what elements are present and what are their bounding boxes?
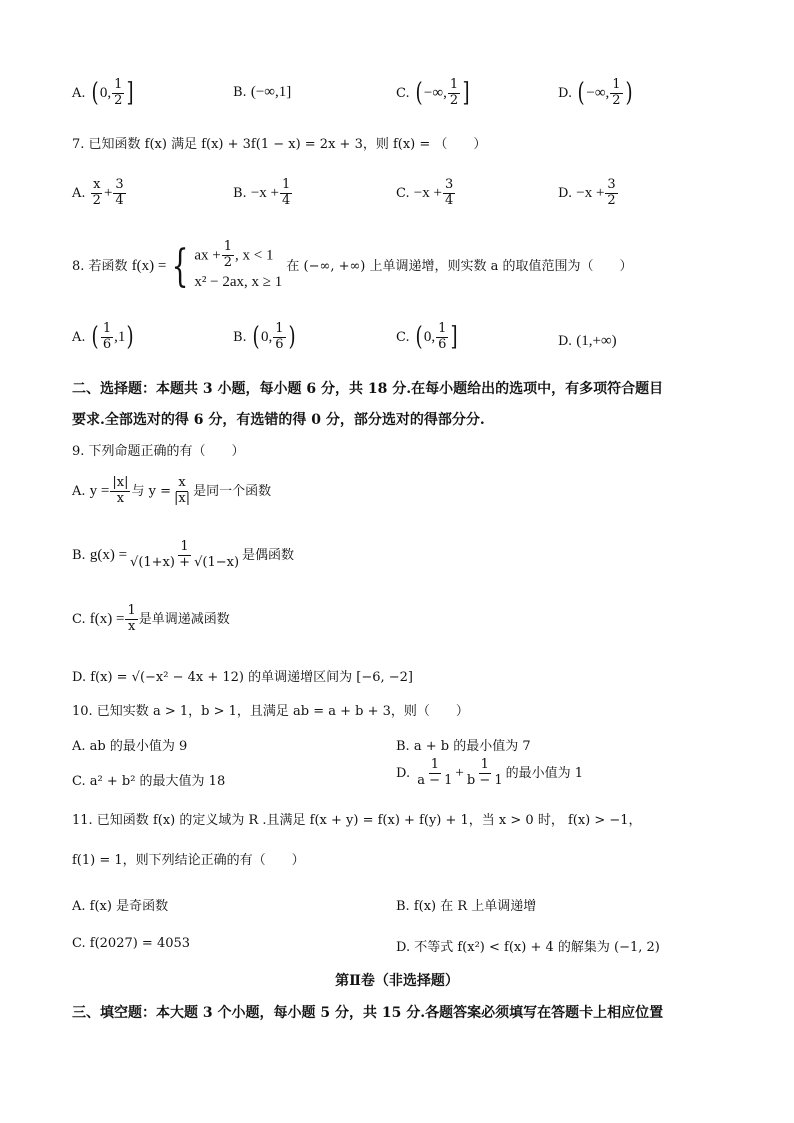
q8-option-d [558, 333, 617, 350]
q6-option-c [396, 78, 471, 109]
math-text: −∞, [423, 84, 447, 101]
math-text: (−∞,1] [250, 84, 292, 100]
section2-line2: 要求.全部选对的得 6 分，有选错的得 0 分，部分选对的得部分分. [72, 412, 485, 428]
math-text: f(x) = [89, 610, 125, 627]
fraction [273, 322, 285, 353]
q7-stem: 7. 已知函数 f(x) 满足 f(x) + 3f(1 − x) = 2x + 3，则 f(x) = （ ） [72, 137, 487, 152]
math-text: 0, [99, 84, 112, 101]
question-text: 在 (−∞, +∞) 上单调递增，则实数 a 的取值范围为（ ） [286, 259, 633, 275]
denominator: 2 [449, 92, 459, 108]
option-text: 的最小值为 1 [505, 765, 584, 781]
fraction [443, 178, 455, 209]
option-letter: C. [72, 936, 86, 951]
denominator: 4 [444, 192, 454, 208]
math-text: −∞, [586, 84, 610, 101]
q9-option-d [72, 666, 413, 685]
paren-left: ( [91, 78, 99, 109]
option-text: ab 的最小值为 9 [89, 739, 188, 754]
fraction [280, 178, 292, 209]
denominator: 4 [115, 192, 124, 208]
piecewise-cases [194, 240, 282, 293]
q7-option-d [558, 178, 619, 209]
case-1 [194, 240, 282, 271]
fraction [125, 604, 137, 635]
q9-option-a [72, 476, 271, 507]
denominator: x [116, 490, 125, 506]
option-text: f(x) 在 R 上单调递增 [413, 899, 537, 914]
option-letter: D. [396, 765, 411, 781]
fraction [415, 758, 454, 789]
numerator: 1 [430, 757, 439, 772]
math-text: 是同一个函数 [193, 483, 272, 499]
numerator: 3 [444, 177, 454, 192]
option-letter: D. [396, 940, 411, 955]
q8-option-c [396, 322, 460, 353]
option-letter: D. [558, 334, 573, 349]
option-letter: B. [396, 899, 410, 914]
part2-title: 第Ⅱ卷（非选择题） [335, 973, 459, 989]
paren-left: ( [415, 78, 423, 109]
numerator: 1 [127, 603, 136, 618]
paren-left: ( [577, 78, 585, 109]
math-text: 是偶函数 [242, 547, 295, 563]
option-letter: D. [558, 85, 573, 101]
numerator: |x| [112, 475, 129, 490]
option-letter: B. [233, 85, 247, 100]
math-text: , x < 1 [235, 247, 274, 264]
option-letter: A. [72, 899, 86, 914]
option-letter: C. [396, 329, 410, 345]
numerator: 1 [449, 77, 459, 92]
math-text: −x + [576, 184, 605, 201]
numerator: x [178, 475, 186, 490]
denominator: |x| [174, 490, 191, 506]
q11-option-c [72, 936, 190, 951]
q10-option-d [396, 758, 583, 789]
math-text: ax + [194, 247, 221, 264]
numerator: 1 [223, 239, 233, 254]
denominator: 4 [282, 192, 291, 208]
q9-option-b [72, 540, 294, 571]
q7-option-c [396, 178, 456, 209]
math-text: ,1 [114, 328, 126, 345]
paren-right: ) [625, 78, 633, 109]
option-letter: B. [233, 185, 247, 201]
option-letter: B. [72, 547, 86, 563]
section2-line1: 二、选择题：本题共 3 小题，每小题 6 分，共 18 分.在每小题给出的选项中，有多项符合题目 [72, 381, 664, 397]
numerator: 1 [275, 321, 284, 336]
option-text: a² + b² 的最大值为 18 [89, 774, 226, 789]
denominator: 6 [438, 336, 447, 352]
denominator: √(1+x) + √(1−x) [130, 554, 240, 570]
math-text: + [455, 764, 464, 781]
numerator: 1 [612, 77, 621, 92]
option-letter: D. [72, 670, 87, 685]
math-text: −x + [413, 184, 442, 201]
numerator: 1 [282, 177, 291, 192]
denominator: 2 [607, 192, 616, 208]
section3-heading: 三、填空题：本大题 3 个小题，每小题 5 分，共 15 分.各题答案必须填写在答题卡上相应位置 [72, 1005, 664, 1021]
option-letter: C. [72, 611, 86, 627]
fraction [610, 78, 622, 109]
q7-option-a [72, 178, 127, 209]
q6-option-d [558, 78, 634, 109]
q8-option-b [233, 322, 297, 353]
denominator: b − 1 [466, 772, 503, 788]
option-letter: A. [72, 85, 86, 101]
numerator: 3 [115, 177, 124, 192]
option-letter: B. [396, 739, 410, 754]
q6-option-b [233, 84, 291, 101]
q7-option-b [233, 178, 293, 209]
numerator: 1 [180, 539, 189, 554]
math-text: f(x) = [131, 258, 167, 275]
math-text: 与 y = [131, 483, 171, 499]
q9-stem: 9. 下列命题正确的有（ ） [72, 444, 245, 459]
denominator: a − 1 [417, 772, 453, 788]
math-text: 0, [423, 328, 436, 345]
denominator: 2 [114, 92, 123, 108]
numerator: 1 [102, 321, 112, 336]
fraction [172, 476, 192, 507]
math-text: f(x) = √(−x² − 4x + 12) 的单调递增区间为 [−6, −2] [90, 670, 414, 685]
option-text: a + b 的最小值为 7 [413, 739, 531, 754]
q6-option-a [72, 78, 136, 109]
option-letter: D. [558, 185, 573, 201]
fraction [101, 322, 113, 353]
paren-left: ( [91, 322, 99, 353]
option-letter: B. [233, 329, 247, 345]
bracket-right: ] [462, 78, 470, 109]
q11-option-a [72, 895, 168, 914]
q11-option-d [396, 936, 660, 955]
math-text: −x + [250, 184, 279, 201]
math-text: y = [89, 482, 110, 499]
option-letter: A. [72, 185, 86, 201]
denominator: 2 [612, 92, 621, 108]
q8-option-a [72, 322, 136, 353]
option-letter: A. [72, 483, 86, 499]
fraction [436, 322, 448, 353]
denominator: 2 [92, 192, 101, 208]
option-text: f(x) 是奇函数 [89, 899, 169, 914]
case-2: x² − 2ax, x ≥ 1 [194, 273, 283, 290]
q11-line1: 11. 已知函数 f(x) 的定义域为 R .且满足 f(x + y) = f(x) + f(y) + 1，当 x > 0 时， f(x) > −1， [72, 813, 642, 828]
q10-stem: 10. 已知实数 a > 1，b > 1，且满足 ab = a + b + 3，则（ ） [72, 704, 469, 719]
option-letter: A. [72, 329, 86, 345]
fraction [448, 78, 460, 109]
math-text: (1,+∞) [576, 333, 617, 349]
numerator: 3 [607, 177, 616, 192]
denominator: x [127, 618, 136, 634]
option-letter: C. [396, 85, 410, 101]
numerator: 1 [438, 321, 447, 336]
bracket-right: ] [126, 78, 134, 109]
fraction [112, 78, 124, 109]
option-text: f(2027) = 4053 [89, 936, 191, 951]
denominator: 6 [275, 336, 284, 352]
paren-right: ) [126, 322, 134, 353]
option-letter: C. [396, 185, 410, 201]
fraction [222, 240, 234, 271]
q10-option-b [396, 735, 531, 754]
paren-left: ( [415, 322, 423, 353]
q10-option-c [72, 770, 225, 789]
fraction [465, 758, 505, 789]
brace-icon: { [171, 240, 189, 292]
numerator: x [93, 177, 101, 192]
numerator: 1 [114, 77, 123, 92]
fraction [128, 540, 241, 571]
option-letter: C. [72, 774, 86, 789]
q8-stem [72, 240, 633, 293]
fraction [91, 178, 103, 209]
question-number: 8. 若函数 [72, 259, 128, 275]
paren-left: ( [252, 322, 260, 353]
fraction [113, 178, 125, 209]
fraction [605, 178, 617, 209]
q10-option-a [72, 735, 187, 754]
q11-line2: f(1) = 1，则下列结论正确的有（ ） [72, 853, 305, 868]
math-text: 0, [260, 328, 273, 345]
fraction [110, 476, 130, 507]
bracket-right: ] [450, 322, 459, 353]
math-text: g(x) = [89, 546, 128, 563]
denominator: 6 [102, 336, 112, 352]
denominator: 2 [223, 254, 233, 270]
numerator: 1 [480, 757, 489, 772]
math-text: + [103, 184, 113, 201]
q9-option-c [72, 604, 230, 635]
q11-option-b [396, 895, 536, 914]
option-letter: A. [72, 739, 86, 754]
math-text: 是单调递减函数 [138, 611, 230, 627]
option-text: 不等式 f(x²) < f(x) + 4 的解集为 (−1, 2) [414, 940, 660, 955]
paren-right: ) [288, 322, 296, 353]
